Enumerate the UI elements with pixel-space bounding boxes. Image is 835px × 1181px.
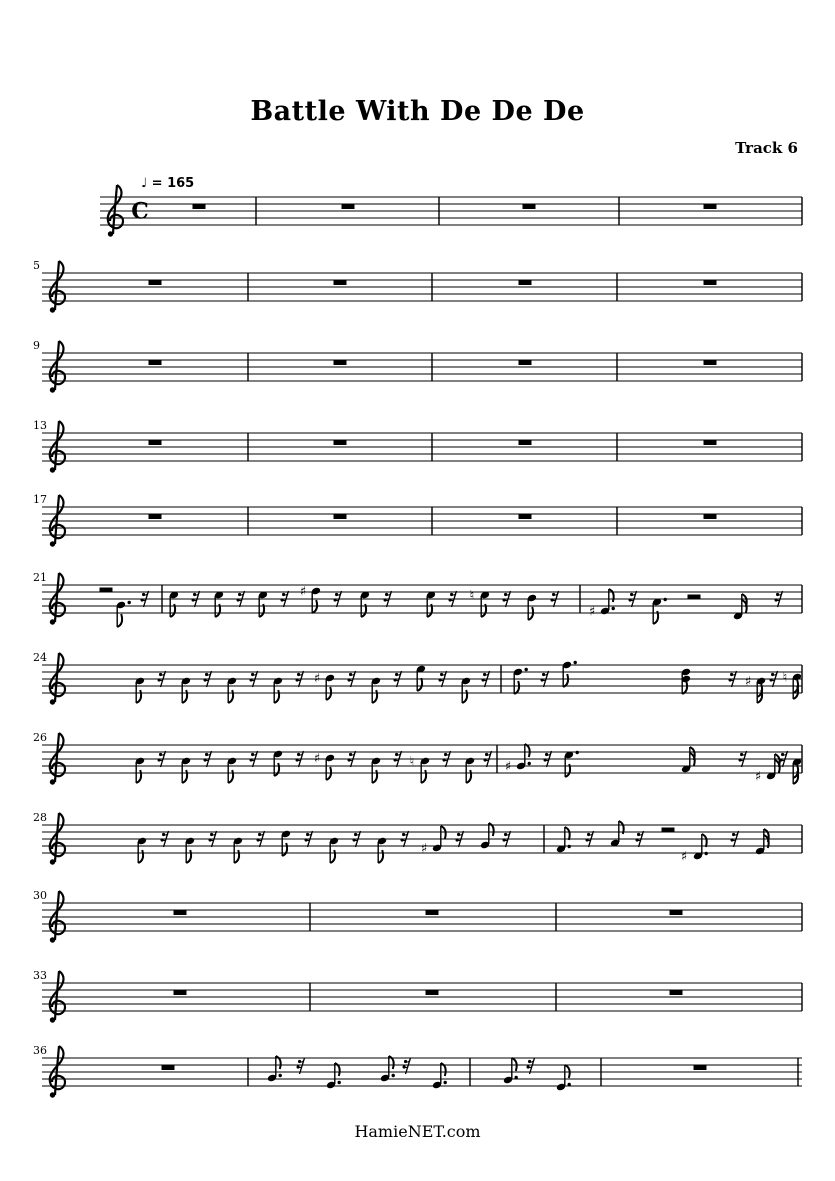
note [135, 677, 145, 703]
note [181, 757, 191, 783]
note [556, 827, 571, 853]
svg-text:♮: ♮ [409, 754, 415, 770]
note [311, 587, 321, 613]
svg-text:17: 17 [33, 493, 47, 506]
note [733, 594, 747, 620]
note [377, 837, 387, 863]
note [185, 837, 195, 863]
svg-text:♮: ♮ [469, 588, 475, 604]
svg-text:26: 26 [33, 731, 47, 744]
svg-text:30: 30 [33, 889, 47, 902]
note [420, 757, 430, 783]
note [233, 837, 243, 863]
svg-text:36: 36 [33, 1044, 47, 1057]
system-m33-m35 [33, 969, 802, 1023]
svg-text:♯: ♯ [744, 674, 752, 690]
note [503, 1058, 518, 1084]
note [181, 677, 191, 703]
note [756, 677, 766, 703]
note [380, 1056, 395, 1082]
note [600, 589, 615, 615]
footer-text: HamieNET.com [354, 1122, 481, 1141]
note [135, 757, 145, 783]
note [326, 1063, 341, 1089]
note [480, 823, 494, 849]
system-m28-m29 [33, 811, 802, 865]
note [766, 754, 780, 780]
svg-text:♯: ♯ [420, 841, 428, 857]
system-m21-m23 [33, 571, 802, 627]
svg-text:13: 13 [33, 419, 47, 432]
note [461, 677, 471, 703]
system-m30-m32 [33, 889, 802, 943]
system-m24-m25 [33, 651, 802, 705]
note [371, 677, 381, 703]
svg-text:♯: ♯ [313, 751, 321, 767]
svg-text:C: C [131, 198, 149, 225]
svg-text:♯: ♯ [313, 671, 321, 687]
note [281, 830, 291, 856]
note [432, 1063, 447, 1089]
note [267, 1056, 282, 1082]
note [416, 665, 426, 691]
note [273, 677, 283, 703]
note [137, 837, 147, 863]
svg-text:♯: ♯ [299, 584, 307, 600]
system-m13-m16 [33, 419, 802, 473]
note [273, 750, 283, 776]
svg-text:9: 9 [33, 339, 40, 352]
note [693, 834, 708, 860]
note [465, 757, 475, 783]
system-m26-m27 [33, 731, 802, 785]
svg-text:21: 21 [33, 571, 47, 584]
note [792, 758, 802, 784]
note [652, 598, 667, 624]
svg-text:♯: ♯ [588, 604, 596, 620]
svg-text:24: 24 [33, 651, 47, 664]
note [371, 757, 381, 783]
system-m36-m39 [33, 1044, 802, 1098]
track-label: Track 6 [735, 139, 798, 157]
svg-text:♯: ♯ [680, 849, 688, 865]
note [227, 677, 237, 703]
svg-text:5: 5 [33, 259, 40, 272]
note [527, 594, 537, 620]
system-m1-m4 [100, 185, 802, 237]
note [116, 601, 131, 627]
note [325, 674, 335, 700]
svg-text:♯: ♯ [504, 759, 512, 775]
tempo-marking: ♩ = 165 [141, 176, 195, 191]
note [556, 1065, 571, 1091]
system-m17-m20 [33, 493, 802, 547]
note [325, 754, 335, 780]
page-title: Battle With De De De [250, 96, 585, 127]
note [329, 837, 339, 863]
system-m9-m12 [33, 339, 802, 393]
system-m5-m8 [33, 259, 802, 313]
svg-text:28: 28 [33, 811, 47, 824]
svg-text:♮: ♮ [782, 670, 788, 686]
svg-text:33: 33 [33, 969, 47, 982]
note [227, 757, 237, 783]
note [755, 829, 769, 855]
svg-text:♯: ♯ [754, 769, 762, 785]
note [681, 747, 695, 773]
